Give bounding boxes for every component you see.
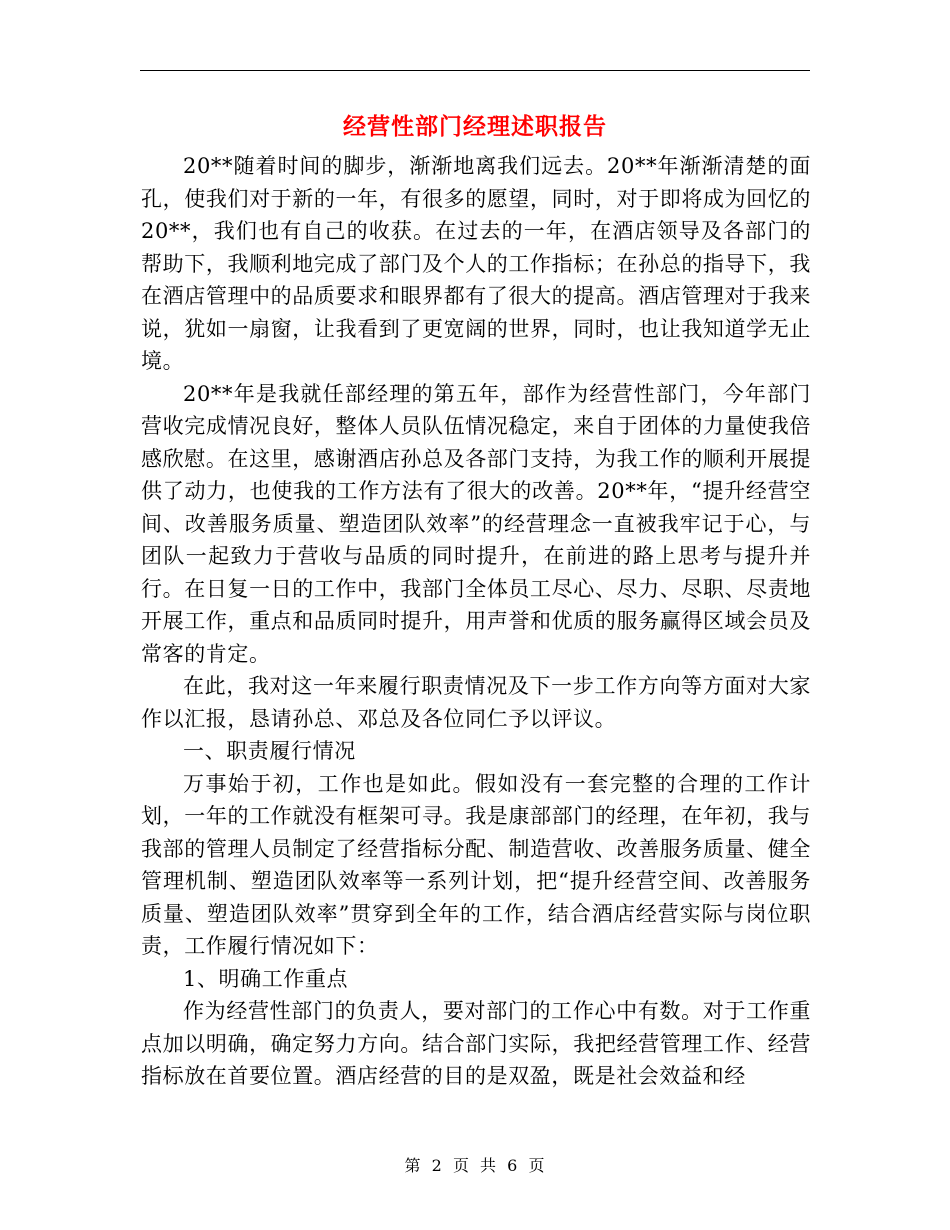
paragraph-work-focus: 作为经营性部门的负责人，要对部门的工作心中有数。对于工作重点加以明确，确定努力方向。结合部门实际，我把经营管理工作、经营指标放在首要位置。酒店经营的目的是双盈，既是社会效益和经 — [141, 999, 811, 1088]
paragraph-work-plan: 万事始于初，工作也是如此。假如没有一套完整的合理的工作计划，一年的工作就没有框架可寻。我是康部部门的经理，在年初，我与我部的管理人员制定了经营指标分配、制造营收、改善服务质量、健全管理机制、塑造团队效率等一系列计划，把“提升经营空间、改善服务质量、塑造团队效率”贯穿到全年的工作，结合酒店经营实际与岗位职责，工作履行情况如下： — [141, 771, 811, 958]
paragraph-fifth-year: 20**年是我就任部经理的第五年，部作为经营性部门，今年部门营收完成情况良好，整体人员队伍情况稳定，来自于团体的力量使我倍感欣慰。在这里，感谢酒店孙总及各部门支持，为我工作的顺利开展提供了动力，也使我的工作方法有了很大的改善。20**年，“提升经营空间、改善服务质量、塑造团队效率”的经营理念一直被我牢记于心，与团队一起致力于营收与品质的同时提升，在前进的路上思考与提升并行。在日复一日的工作中，我部门全体员工尽心、尽力、尽职、尽责地开展工作，重点和品质同时提升，用声誉和优质的服务赢得区域会员及常客的肯定。 — [141, 381, 811, 666]
subheading-work-focus: 1、明确工作重点 — [183, 966, 349, 991]
document-title: 经营性部门经理述职报告 — [343, 113, 607, 140]
document-body — [141, 150, 811, 1093]
section-heading-duties: 一、职责履行情况 — [183, 739, 356, 763]
header-rule — [140, 70, 810, 71]
paragraph-intro: 20**随着时间的脚步，渐渐地离我们远去。20**年渐渐清楚的面孔，使我们对于新的一年，有很多的愿望，同时，对于即将成为回忆的20**，我们也有自己的收获。在过去的一年，在酒店领导及各部门的帮助下，我顺利地完成了部门及个人的工作指标；在孙总的指导下，我在酒店管理中的品质要求和眼界都有了很大的提高。酒店管理对于我来说，犹如一扇窗，让我看到了更宽阔的世界，同时，也让我知道学无止境。 — [141, 154, 811, 373]
footer-page-unit: 页 — [452, 1156, 470, 1175]
total-pages: 6 — [507, 1156, 519, 1175]
footer-total-unit: 页 — [528, 1156, 546, 1175]
page-number: 2 — [431, 1156, 443, 1175]
paragraph-report-statement: 在此，我对这一年来履行职责情况及下一步工作方向等方面对大家作以汇报，恳请孙总、邓总及各位同仁予以评议。 — [141, 674, 811, 731]
page-footer — [0, 1153, 950, 1176]
footer-total-prefix: 共 — [480, 1156, 498, 1175]
footer-prefix: 第 — [404, 1156, 422, 1175]
